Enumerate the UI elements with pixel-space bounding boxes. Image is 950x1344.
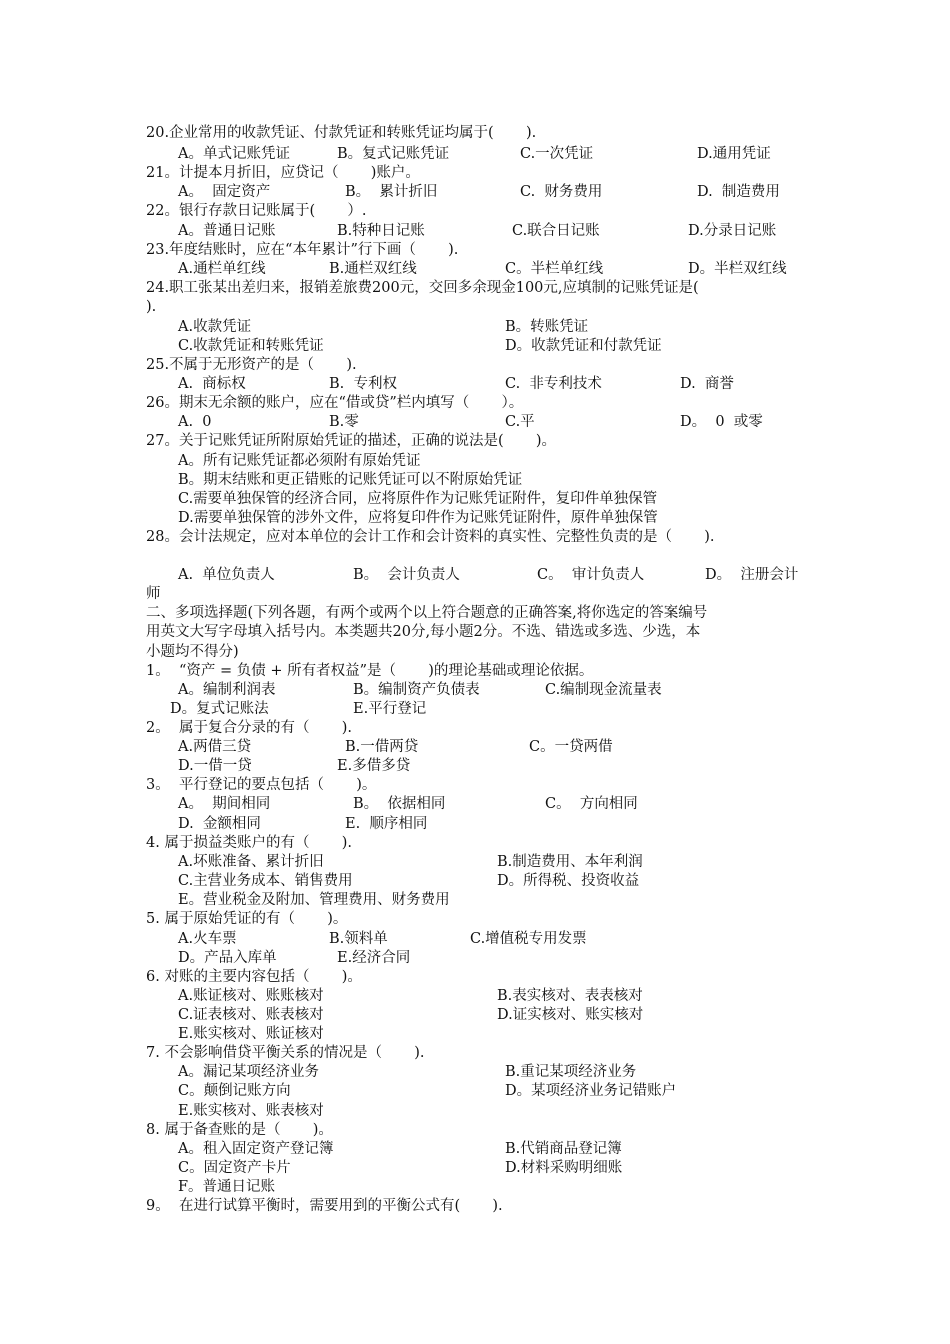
text-line: C.收款凭证和转账凭证: [178, 338, 324, 354]
text-line: D.分录日记账: [688, 223, 777, 239]
text-line: 6. 对账的主要内容包括（ )。: [146, 969, 362, 985]
text-line: D。复式记账法: [170, 701, 269, 717]
text-line: A。租入固定资产登记簿: [178, 1141, 334, 1157]
text-line: A。普通日记账: [178, 223, 276, 239]
text-line: A.坏账准备、累计折旧: [178, 854, 324, 870]
text-line: C。 审计负责人: [537, 567, 645, 583]
text-line: A.账证核对、账账核对: [178, 988, 324, 1004]
text-line: D。半栏双红线: [688, 261, 787, 277]
text-line: 28。会计法规定，应对本单位的会计工作和会计资料的真实性、完整性负责的是（ ).: [146, 529, 715, 545]
text-line: B.一借两贷: [345, 739, 419, 755]
text-line: A.通栏单红线: [178, 261, 266, 277]
text-line: C.一次凭证: [520, 146, 594, 162]
text-line: D。收款凭证和付款凭证: [505, 338, 662, 354]
text-line: E.平行登记: [353, 701, 427, 717]
text-line: B.重记某项经济业务: [505, 1064, 637, 1080]
text-line: E.多借多贷: [337, 758, 411, 774]
text-line: C.增值税专用发票: [470, 931, 587, 947]
text-line: A.两借三贷: [178, 739, 252, 755]
text-line: C.需要单独保管的经济合同，应将原件作为记账凭证附件，复印件单独保管: [178, 491, 658, 507]
text-line: D.证实核对、账实核对: [497, 1007, 644, 1023]
text-line: A. 商标权: [178, 376, 246, 392]
text-line: A。单式记账凭证: [178, 146, 290, 162]
text-line: A。 固定资产: [178, 184, 271, 200]
text-line: A.火车票: [178, 931, 237, 947]
text-line: ).: [146, 299, 157, 315]
text-line: C。 方向相同: [545, 796, 638, 812]
text-line: D。某项经济业务记错账户: [505, 1083, 677, 1099]
text-line: D. 制造费用: [697, 184, 780, 200]
text-line: E。营业税金及附加、管理费用、财务费用: [178, 892, 450, 908]
text-line: D.一借一贷: [178, 758, 252, 774]
text-line: B.特种日记账: [337, 223, 425, 239]
text-line: E.账实核对、账表核对: [178, 1103, 324, 1119]
text-line: C. 财务费用: [520, 184, 603, 200]
text-line: C.联合日记账: [512, 223, 600, 239]
text-line: C.平: [505, 414, 535, 430]
text-line: 用英文大写字母填入括号内。本类题共20分,每小题2分。不选、错选或多选、少选，本: [146, 624, 701, 640]
text-line: B.零: [329, 414, 359, 430]
text-line: B。 会计负责人: [353, 567, 460, 583]
text-line: B。期末结账和更正错账的记账凭证可以不附原始凭证: [178, 472, 523, 488]
text-line: B.制造费用、本年利润: [497, 854, 643, 870]
text-line: A。漏记某项经济业务: [178, 1064, 319, 1080]
text-line: D.需要单独保管的涉外文件，应将复印件作为记账凭证附件，原件单独保管: [178, 510, 658, 526]
text-line: D。产品入库单: [178, 950, 277, 966]
text-line: 8. 属于备查账的是（ )。: [146, 1122, 333, 1138]
text-line: D。 注册会计: [705, 567, 799, 583]
text-line: D.通用凭证: [697, 146, 771, 162]
text-line: 9。 在进行试算平衡时，需要用到的平衡公式有( ).: [146, 1198, 503, 1214]
text-line: A。所有记账凭证都必须附有原始凭证: [178, 453, 421, 469]
text-line: 小题均不得分): [146, 644, 239, 660]
text-line: 21。计提本月折旧，应贷记（ )账户。: [146, 165, 420, 181]
text-line: 5. 属于原始凭证的有（ )。: [146, 911, 348, 927]
text-line: B.通栏双红线: [329, 261, 417, 277]
text-line: C. 非专利技术: [505, 376, 602, 392]
text-line: A。 期间相同: [178, 796, 271, 812]
text-line: 23.年度结账时，应在“本年累计”行下画（ ).: [146, 242, 459, 258]
text-line: E.账实核对、账证核对: [178, 1026, 324, 1042]
text-line: 二、多项选择题(下列各题，有两个或两个以上符合题意的正确答案,将你选定的答案编号: [146, 605, 708, 621]
text-line: E.经济合同: [337, 950, 411, 966]
text-line: C。一贷两借: [529, 739, 613, 755]
text-line: C。固定资产卡片: [178, 1160, 291, 1176]
text-line: D。所得税、投资收益: [497, 873, 640, 889]
text-line: B。编制资产负债表: [353, 682, 480, 698]
text-line: 师: [146, 586, 161, 602]
text-line: B.代销商品登记簿: [505, 1141, 622, 1157]
text-line: F。普通日记账: [178, 1179, 276, 1195]
text-line: 3。 平行登记的要点包括（ )。: [146, 777, 377, 793]
text-line: C.证表核对、账表核对: [178, 1007, 324, 1023]
text-line: 22。银行存款日记账属于( ）.: [146, 203, 367, 219]
text-line: A. 0: [178, 414, 212, 430]
text-line: 26。期末无余额的账户，应在“借或贷”栏内填写（ ）。: [146, 395, 524, 411]
text-line: C.主营业务成本、销售费用: [178, 873, 353, 889]
text-line: B.表实核对、表表核对: [497, 988, 643, 1004]
text-line: E. 顺序相同: [345, 816, 428, 832]
text-line: 27。关于记账凭证所附原始凭证的描述，正确的说法是( )。: [146, 433, 557, 449]
text-line: 20.企业常用的收款凭证、付款凭证和转账凭证均属于( ).: [146, 125, 537, 141]
text-line: B。复式记账凭证: [337, 146, 450, 162]
text-line: B. 专利权: [329, 376, 397, 392]
text-line: 2。 属于复合分录的有（ ).: [146, 720, 352, 736]
text-line: 7. 不会影响借贷平衡关系的情况是（ ).: [146, 1045, 425, 1061]
text-line: B.领料单: [329, 931, 388, 947]
text-line: C.编制现金流量表: [545, 682, 662, 698]
text-line: D. 金额相同: [178, 816, 261, 832]
text-line: 4. 属于损益类账户的有（ ).: [146, 835, 352, 851]
text-line: A。编制利润表: [178, 682, 276, 698]
text-line: 25.不属于无形资产的是（ ).: [146, 357, 357, 373]
text-line: D。 0 或零: [680, 414, 763, 430]
text-line: 24.职工张某出差归来，报销差旅费200元，交回多余现金100元,应填制的记账凭证是(: [146, 280, 699, 296]
text-line: D. 商誉: [680, 376, 734, 392]
text-line: A.收款凭证: [178, 319, 252, 335]
text-line: B。转账凭证: [505, 319, 589, 335]
text-line: C。半栏单红线: [505, 261, 604, 277]
text-line: A. 单位负责人: [178, 567, 275, 583]
text-line: B。 累计折旧: [345, 184, 438, 200]
text-line: 1。 “资产 = 负债 + 所有者权益”是（ )的理论基础或理论依据。: [146, 663, 594, 679]
text-line: B。 依据相同: [353, 796, 446, 812]
text-line: D.材料采购明细账: [505, 1160, 623, 1176]
text-line: C。颠倒记账方向: [178, 1083, 291, 1099]
